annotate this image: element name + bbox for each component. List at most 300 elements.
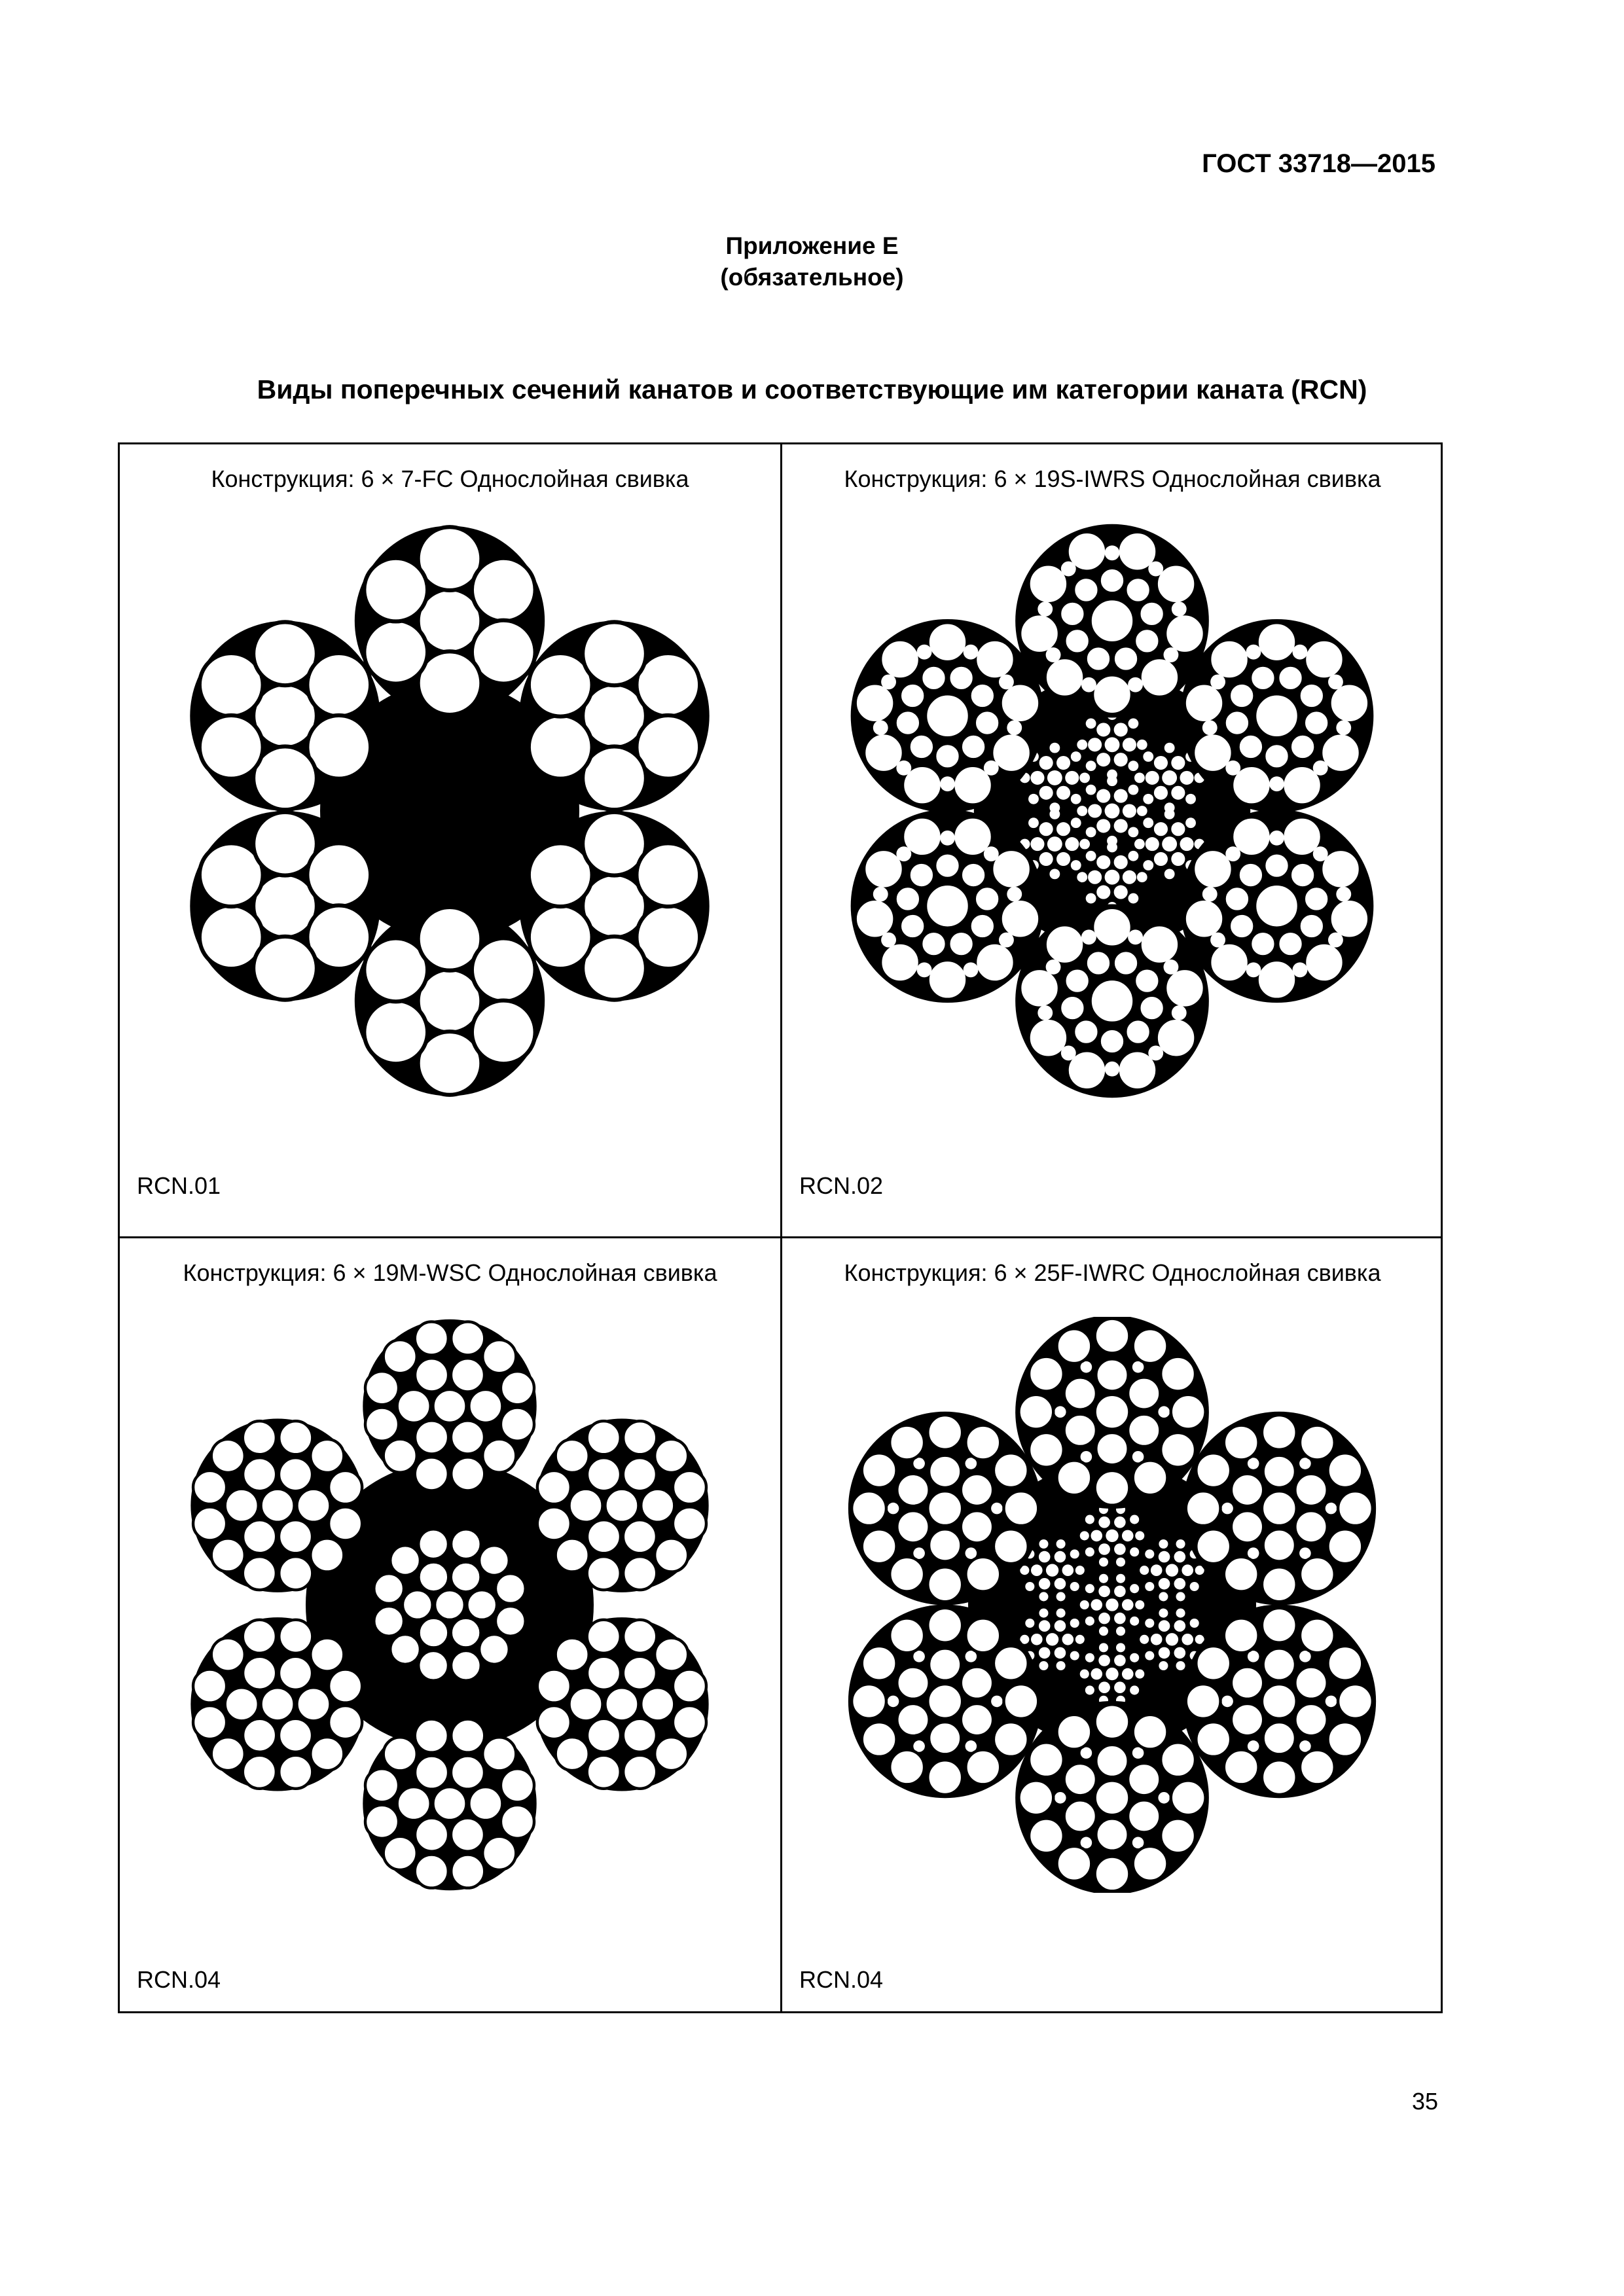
strand-wire [1133, 1460, 1168, 1495]
strand-wire [965, 1426, 1000, 1460]
strand-wire [1057, 1846, 1092, 1881]
core-wire [1039, 1661, 1048, 1670]
strand-wire [243, 1657, 276, 1690]
strand-wire [1225, 846, 1240, 861]
core-wire [1086, 893, 1096, 904]
core-wire [1080, 1531, 1089, 1540]
strand-wire [1128, 1800, 1160, 1832]
strand-wire [1105, 545, 1120, 560]
rcn-code: RCN.04 [799, 1966, 884, 1993]
strand-wire [1263, 1456, 1295, 1488]
core-wire [1174, 1647, 1186, 1659]
strand-wire [1210, 640, 1249, 679]
strand-wire [1128, 929, 1143, 944]
strand-wire [1095, 1319, 1130, 1354]
strand-wire [1224, 1557, 1259, 1592]
table-cell-2 [782, 444, 1443, 1236]
strand-wire [1221, 1696, 1233, 1708]
core-wire [1159, 1609, 1168, 1618]
core-wire [1122, 1599, 1134, 1611]
strand-wire [1299, 1547, 1311, 1559]
strand-wire [994, 1529, 1028, 1564]
core-wire [1105, 870, 1120, 885]
core-wire [1080, 1670, 1089, 1679]
core-wire [1130, 1685, 1139, 1695]
strand-wire [965, 1750, 1000, 1785]
strand-wire [913, 1458, 925, 1469]
strand-wire [1020, 614, 1059, 653]
strand-wire [364, 1001, 427, 1064]
strand-wire [1019, 1780, 1053, 1815]
strand-wire [479, 1634, 509, 1664]
strand-wire [1257, 622, 1297, 662]
strand-wire [1196, 1722, 1231, 1757]
core-wire [1062, 1634, 1074, 1645]
core-wire [1086, 851, 1096, 861]
core-wire [1091, 1668, 1102, 1680]
core-wire [1070, 1651, 1079, 1660]
rcn-code: RCN.01 [137, 1172, 221, 1199]
strand-wire [994, 1722, 1028, 1757]
strand-wire [310, 1638, 344, 1672]
core-wire [1185, 794, 1196, 804]
strand-wire [193, 1471, 226, 1504]
core-wire [1098, 1516, 1110, 1528]
strand-wire [1300, 1618, 1335, 1653]
strand-wire [310, 1538, 344, 1571]
strand-wire [1161, 1742, 1195, 1777]
strand-wire [1007, 720, 1022, 735]
core-wire [1071, 817, 1081, 828]
strand-wire [365, 1371, 399, 1405]
strand-wire [1246, 645, 1261, 660]
core-wire [1128, 785, 1138, 795]
document-code: ГОСТ 33718—2015 [1202, 149, 1435, 178]
strand-wire [307, 653, 370, 717]
strand-wire [482, 1439, 516, 1473]
core-wire [1031, 1634, 1043, 1645]
strand-wire [969, 914, 995, 939]
strand-wire [243, 1458, 276, 1491]
core-wire [1171, 786, 1185, 800]
strand-wire [926, 694, 969, 738]
strand-wire [279, 1520, 312, 1553]
core-wire [1190, 1619, 1199, 1628]
core-wire [1137, 740, 1147, 750]
strand-wire [472, 1001, 535, 1064]
core-wire [1086, 761, 1096, 771]
strand-wire [211, 1638, 245, 1672]
strand-wire [991, 1503, 1003, 1515]
strand-wire [1161, 1818, 1195, 1853]
strand-wire [1092, 675, 1132, 714]
strand-wire [1255, 694, 1299, 738]
strand-wire [418, 1651, 448, 1681]
strand-wire [1074, 577, 1099, 603]
strand-wire [1055, 1406, 1066, 1418]
strand-wire [1001, 683, 1040, 723]
strand-wire [896, 761, 911, 776]
core-wire [1134, 772, 1145, 783]
core-wire [1085, 1584, 1094, 1593]
core-wire [1143, 794, 1153, 804]
core-wire [1116, 1643, 1125, 1652]
strand-wire [1060, 996, 1085, 1021]
strand-wire [1300, 1557, 1335, 1592]
strand-wire [365, 1768, 399, 1802]
strand-wire [1305, 943, 1344, 982]
strand-wire [556, 1638, 589, 1672]
core-wire [1056, 1661, 1066, 1670]
strand-wire [1257, 960, 1297, 999]
core-wire [1047, 770, 1062, 785]
strand-wire [1295, 1667, 1327, 1699]
core-wire [1086, 827, 1096, 837]
strand-wire [1224, 1750, 1259, 1785]
strand-wire [852, 1491, 886, 1526]
strand-wire [501, 1805, 534, 1839]
strand-wire [482, 1340, 516, 1373]
strand-wire [1100, 568, 1125, 594]
core-wire [1114, 1586, 1126, 1598]
strand-wire [1210, 933, 1225, 948]
strand-wire [1300, 1426, 1335, 1460]
strand-wire [1327, 1529, 1362, 1564]
strand-wire [1132, 1361, 1144, 1373]
cell-caption: Конструкция: 6 × 19S-IWRS Однослойная свивка [844, 465, 1381, 492]
strand-wire [994, 1453, 1028, 1488]
strand-wire [1262, 1491, 1297, 1526]
strand-wire [1231, 1511, 1263, 1543]
core-wire [1099, 1626, 1108, 1636]
strand-wire [1172, 601, 1187, 617]
core-wire [1114, 1543, 1126, 1555]
strand-wire [1304, 710, 1329, 736]
strand-wire [415, 1358, 448, 1391]
strand-wire [961, 1704, 993, 1736]
strand-wire [587, 1556, 621, 1590]
strand-wire [390, 1545, 420, 1575]
core-wire [1088, 870, 1102, 884]
strand-wire [1262, 1684, 1297, 1719]
strand-wire [200, 715, 263, 779]
core-wire [1159, 1539, 1168, 1549]
strand-wire [1001, 899, 1040, 939]
strand-wire [917, 645, 932, 660]
strand-wire [1139, 601, 1164, 627]
strand-wire [451, 1818, 484, 1852]
core-wire [1106, 1668, 1118, 1680]
core-wire [1162, 836, 1177, 852]
strand-wire [1313, 761, 1328, 776]
strand-wire [928, 1567, 962, 1602]
core-wire [1030, 771, 1044, 785]
strand-wire [467, 1590, 497, 1620]
strand-wire [984, 846, 999, 861]
strand-wire [862, 1646, 897, 1681]
core-wire [1039, 1592, 1048, 1601]
core-wire [1025, 1582, 1034, 1591]
core-wire [1135, 1670, 1144, 1679]
core-wire [1114, 819, 1128, 833]
strand-wire [965, 1547, 977, 1559]
strand-wire [1295, 1704, 1327, 1736]
strand-wire [418, 1529, 448, 1559]
core-wire [1114, 1613, 1126, 1624]
strand-wire [1210, 674, 1225, 689]
strand-wire [1248, 1651, 1259, 1662]
strand-wire [1081, 929, 1096, 944]
strand-wire [261, 1489, 295, 1522]
core-wire [1079, 772, 1090, 783]
strand-wire [1064, 1377, 1096, 1409]
core-wire [1071, 860, 1081, 870]
core-wire [1077, 806, 1087, 816]
strand-wire [384, 1340, 417, 1373]
strand-wire [1161, 1357, 1195, 1391]
strand-wire [279, 1421, 312, 1454]
strand-wire [928, 960, 967, 999]
strand-wire [1196, 1646, 1231, 1681]
strand-wire [1250, 666, 1276, 691]
strand-wire [243, 1421, 276, 1454]
core-wire [1075, 1566, 1085, 1575]
strand-wire [1327, 1453, 1362, 1488]
core-wire [1085, 1617, 1094, 1626]
strand-wire [451, 1457, 484, 1490]
core-wire [1049, 869, 1060, 879]
table-cell-1 [120, 444, 780, 1236]
core-wire [1114, 886, 1128, 899]
strand-wire [1029, 1742, 1064, 1777]
strand-wire [1185, 899, 1224, 939]
strand-wire [501, 1768, 534, 1802]
core-wire [1107, 770, 1117, 780]
strand-wire [329, 1670, 362, 1703]
strand-wire [1095, 1780, 1130, 1815]
strand-wire [469, 1390, 502, 1423]
strand-wire [1246, 962, 1261, 977]
strand-wire [451, 1529, 481, 1559]
strand-wire [1100, 1029, 1125, 1054]
core-wire [1114, 753, 1128, 766]
strand-wire [623, 1421, 657, 1454]
strand-wire [965, 1557, 1000, 1592]
strand-wire [1327, 1646, 1362, 1681]
core-wire [1135, 1600, 1144, 1609]
strand-wire [1064, 1800, 1096, 1832]
strand-wire [1299, 1651, 1311, 1662]
core-wire [1122, 1530, 1134, 1542]
rope-section-diagram-6x7-fc [162, 523, 738, 1099]
core-wire [1071, 794, 1081, 804]
core-wire [1123, 804, 1136, 817]
core-wire [1114, 1516, 1126, 1528]
cell-caption: Конструкция: 6 × 25F-IWRC Однослойная свивка [844, 1259, 1381, 1286]
strand-wire [890, 1750, 924, 1785]
core-wire [1098, 1543, 1110, 1555]
core-wire [1070, 1549, 1079, 1558]
strand-wire [928, 1608, 962, 1643]
core-wire [1140, 1566, 1149, 1575]
strand-wire [225, 1687, 259, 1721]
core-wire [1055, 1551, 1066, 1563]
strand-wire [1081, 1747, 1092, 1759]
cell-caption: Конструкция: 6 × 19M-WSC Однослойная свивка [183, 1259, 717, 1286]
core-wire [1088, 804, 1102, 817]
strand-wire [991, 1696, 1003, 1708]
strand-wire [1326, 1696, 1337, 1708]
strand-wire [307, 843, 370, 906]
strand-wire [964, 645, 979, 660]
strand-wire [623, 1458, 657, 1491]
strand-wire [641, 1489, 674, 1522]
strand-wire [279, 1620, 312, 1653]
strand-wire [965, 1651, 977, 1662]
core-wire [1086, 718, 1096, 728]
strand-wire [243, 1556, 276, 1590]
core-wire [1130, 1653, 1139, 1662]
strand-wire [975, 886, 1000, 912]
strand-wire [364, 558, 427, 622]
core-wire [1190, 1582, 1199, 1591]
strand-wire [1255, 884, 1299, 928]
strand-wire [1091, 599, 1134, 643]
strand-wire [225, 1489, 259, 1522]
strand-wire [1125, 1019, 1151, 1045]
strand-wire [1158, 1792, 1170, 1804]
core-wire [1164, 869, 1175, 879]
core-wire [1116, 1558, 1125, 1567]
strand-wire [1074, 1019, 1099, 1045]
strand-wire [243, 1719, 276, 1752]
strand-wire [890, 1426, 924, 1460]
strand-wire [1064, 1414, 1096, 1446]
strand-wire [397, 1787, 431, 1820]
strand-wire [329, 1706, 362, 1739]
core-wire [1162, 770, 1177, 785]
strand-wire [451, 1562, 481, 1592]
core-wire [1091, 1599, 1102, 1611]
strand-wire [921, 931, 947, 957]
strand-wire [921, 666, 947, 691]
strand-wire [895, 886, 921, 912]
strand-wire [1250, 931, 1276, 957]
strand-wire [1221, 1503, 1233, 1515]
strand-wire [1202, 720, 1218, 735]
strand-wire [1128, 677, 1143, 692]
core-wire [1049, 743, 1060, 753]
strand-wire [211, 1737, 245, 1770]
strand-wire [1278, 931, 1303, 957]
core-wire [1062, 1564, 1074, 1576]
strand-wire [1293, 645, 1308, 660]
strand-wire [1057, 1460, 1092, 1495]
core-wire [1085, 1653, 1094, 1662]
cell-caption: Конструкция: 6 × 7-FC Однослойная свивка [211, 465, 689, 492]
strand-wire [961, 734, 986, 760]
strand-wire [913, 1547, 925, 1559]
strand-wire [329, 1507, 362, 1540]
strand-wire [1081, 1361, 1092, 1373]
strand-wire [587, 1421, 621, 1454]
core-wire [1128, 827, 1138, 837]
strand-wire [415, 1818, 448, 1852]
strand-wire [415, 1756, 448, 1789]
strand-wire [1262, 1567, 1297, 1602]
core-wire [1130, 1584, 1139, 1593]
strand-wire [397, 1390, 431, 1423]
strand-wire [1171, 1395, 1206, 1429]
strand-wire [1091, 979, 1134, 1023]
appendix-title: Приложение Е [725, 232, 899, 259]
strand-wire [1096, 1745, 1128, 1777]
table-cell-4 [782, 1238, 1443, 2030]
core-wire [1075, 1635, 1085, 1644]
strand-wire [451, 1420, 484, 1454]
core-wire [1039, 852, 1053, 866]
strand-wire [673, 1706, 706, 1739]
strand-wire [926, 884, 969, 928]
strand-wire [587, 1458, 621, 1491]
strand-wire [279, 1556, 312, 1590]
strand-wire [1185, 683, 1224, 723]
core-wire [1154, 822, 1168, 836]
strand-wire [1081, 1451, 1092, 1463]
strand-wire [403, 1590, 433, 1620]
core-wire [1025, 1619, 1034, 1628]
strand-wire [569, 1489, 603, 1522]
strand-wire [948, 931, 974, 957]
strand-wire [928, 622, 967, 662]
core-wire [1056, 786, 1070, 800]
strand-wire [948, 666, 974, 691]
strand-wire [1165, 969, 1204, 1008]
core-wire [1145, 1549, 1154, 1558]
core-wire [1143, 817, 1153, 828]
strand-wire [1238, 863, 1264, 888]
strand-wire [1338, 1684, 1373, 1719]
strand-wire [193, 1670, 226, 1703]
rope-section-diagram-6x19m-wsc [162, 1317, 738, 1893]
core-wire [1028, 794, 1039, 804]
strand-wire [940, 776, 955, 791]
strand-wire [211, 1439, 245, 1473]
strand-wire [1295, 1474, 1327, 1506]
strand-wire [482, 1737, 516, 1770]
strand-wire [1125, 577, 1151, 603]
strand-wire [1128, 1763, 1160, 1795]
core-wire [1077, 740, 1087, 750]
strand-wire [1262, 1608, 1297, 1643]
strand-wire [374, 1573, 404, 1604]
strand-wire [909, 863, 935, 888]
core-wire [1145, 1619, 1154, 1628]
strand-wire [1238, 734, 1264, 760]
strand-wire [961, 863, 986, 888]
strand-wire [984, 761, 999, 776]
strand-wire [1305, 640, 1344, 679]
core-wire [1123, 738, 1136, 751]
strand-wire [279, 1657, 312, 1690]
core-wire [1145, 1651, 1154, 1660]
strand-wire [999, 933, 1014, 948]
strand-wire [415, 1321, 448, 1355]
strand-wire [935, 744, 960, 769]
core-wire [1039, 756, 1053, 770]
strand-wire [1133, 1329, 1168, 1363]
main-title: Виды поперечных сечений канатов и соответствующие им категории каната (RCN) [257, 374, 1367, 404]
